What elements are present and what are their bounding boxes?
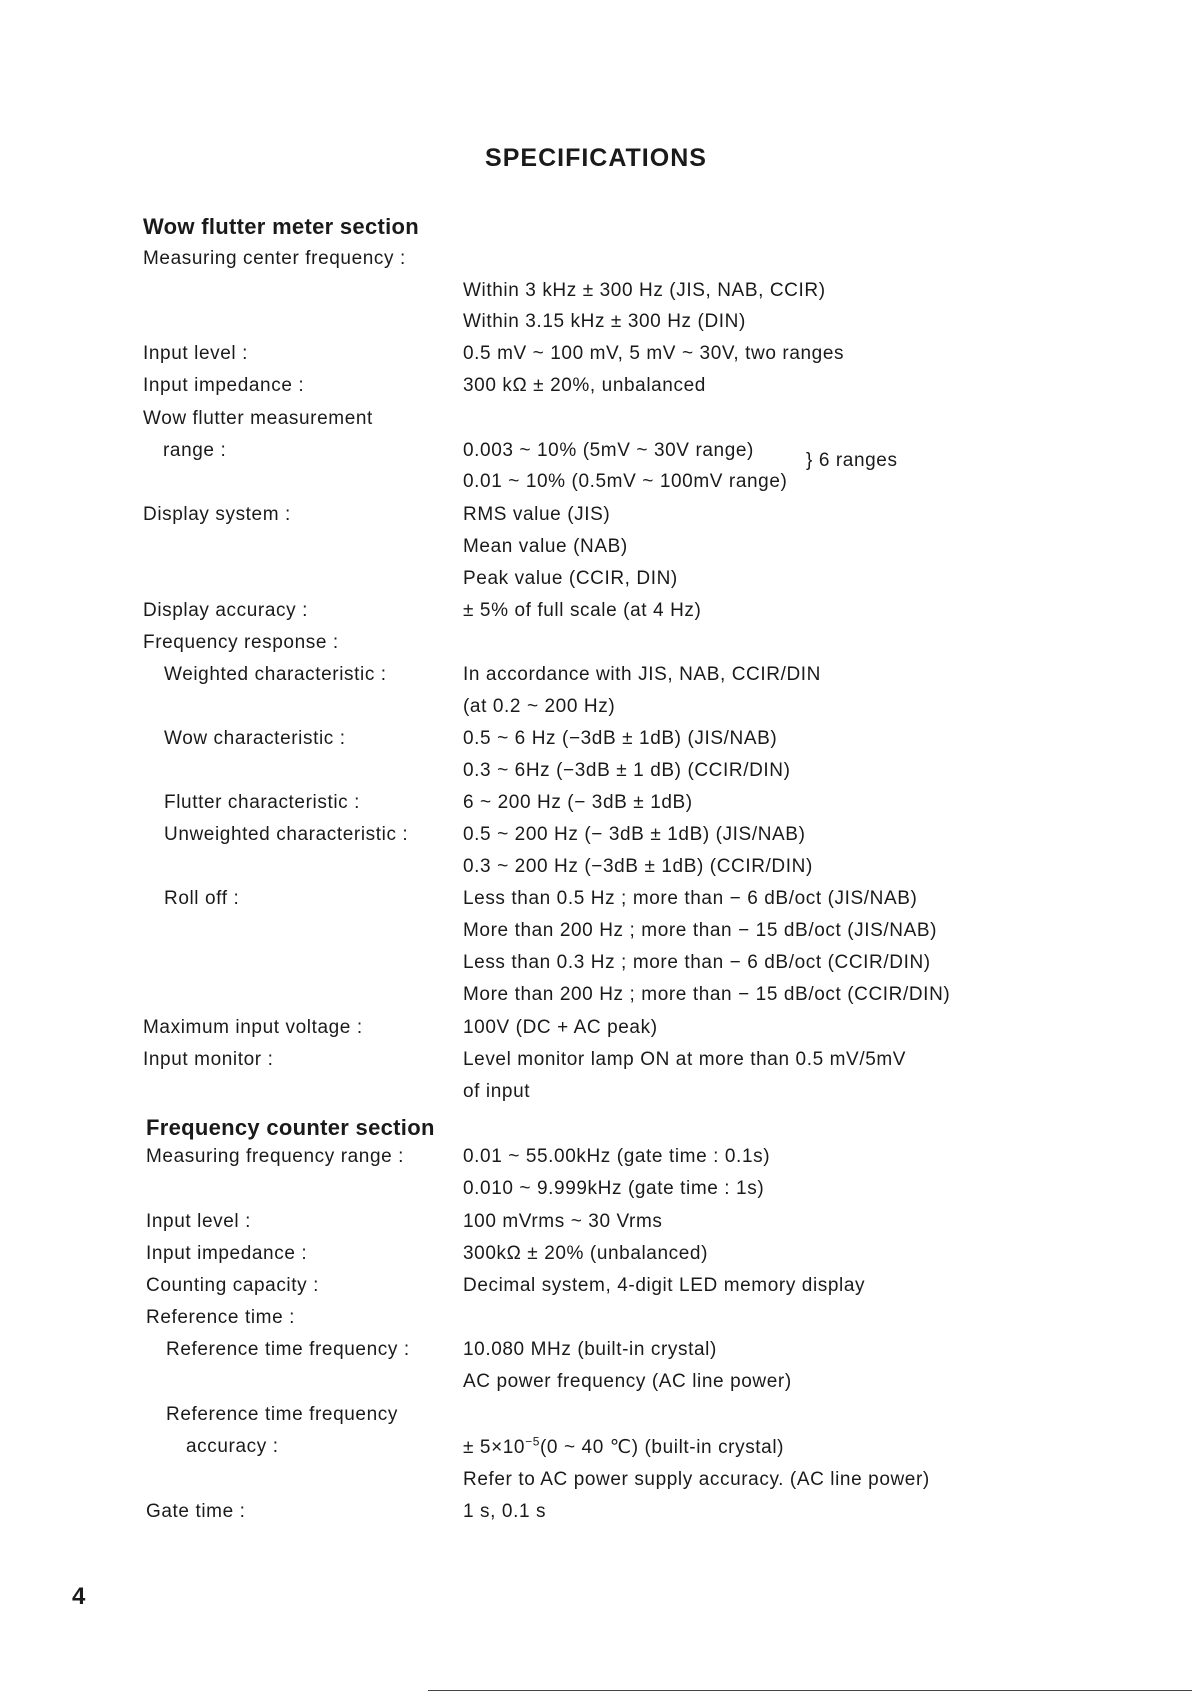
reference-accuracy-label-2: accuracy : xyxy=(186,1436,279,1457)
counter-input-impedance-label: Input impedance : xyxy=(146,1243,308,1264)
display-accuracy-label: Display accuracy : xyxy=(143,600,308,621)
input-level-value: 0.5 mV ~ 100 mV, 5 mV ~ 30V, two ranges xyxy=(463,343,845,364)
roll-off-label: Roll off : xyxy=(164,888,240,909)
roll-off-value-4: More than 200 Hz ; more than − 15 dB/oct (CCIR/DIN) xyxy=(463,984,951,1005)
measurement-range-label-2: range : xyxy=(163,440,227,461)
page-title: SPECIFICATIONS xyxy=(485,144,707,172)
measuring-center-frequency-value-1: Within 3 kHz ± 300 Hz (JIS, NAB, CCIR) xyxy=(463,280,826,301)
input-monitor-value-1: Level monitor lamp ON at more than 0.5 mV/5mV xyxy=(463,1049,907,1070)
bottom-rule xyxy=(428,1690,1192,1691)
display-system-value-1: RMS value (JIS) xyxy=(463,504,611,525)
weighted-characteristic-value-2: (at 0.2 ~ 200 Hz) xyxy=(463,696,616,717)
counter-input-level-label: Input level : xyxy=(146,1211,251,1232)
reference-accuracy-value-1 xyxy=(463,1436,784,1459)
display-system-value-3: Peak value (CCIR, DIN) xyxy=(463,568,678,589)
display-system-value-2: Mean value (NAB) xyxy=(463,536,628,557)
measurement-range-brace-note: } 6 ranges xyxy=(806,450,898,471)
frequency-response-label: Frequency response : xyxy=(143,632,339,653)
measuring-frequency-range-value-1: 0.01 ~ 55.00kHz (gate time : 0.1s) xyxy=(463,1146,771,1167)
max-input-voltage-value: 100V (DC + AC peak) xyxy=(463,1017,658,1038)
wow-characteristic-value-1: 0.5 ~ 6 Hz (−3dB ± 1dB) (JIS/NAB) xyxy=(463,728,778,749)
counting-capacity-label: Counting capacity : xyxy=(146,1275,319,1296)
reference-time-label: Reference time : xyxy=(146,1307,295,1328)
counting-capacity-value: Decimal system, 4-digit LED memory display xyxy=(463,1275,866,1296)
measuring-frequency-range-value-2: 0.010 ~ 9.999kHz (gate time : 1s) xyxy=(463,1178,765,1199)
unweighted-characteristic-value-1: 0.5 ~ 200 Hz (− 3dB ± 1dB) (JIS/NAB) xyxy=(463,824,806,845)
gate-time-label: Gate time : xyxy=(146,1501,246,1522)
input-impedance-value: 300 kΩ ± 20%, unbalanced xyxy=(463,375,706,396)
gate-time-value: 1 s, 0.1 s xyxy=(463,1501,547,1522)
roll-off-value-3: Less than 0.3 Hz ; more than − 6 dB/oct (CCIR/DIN) xyxy=(463,952,931,973)
counter-input-impedance-value: 300kΩ ± 20% (unbalanced) xyxy=(463,1243,709,1264)
unweighted-characteristic-value-2: 0.3 ~ 200 Hz (−3dB ± 1dB) (CCIR/DIN) xyxy=(463,856,813,877)
flutter-characteristic-value: 6 ~ 200 Hz (− 3dB ± 1dB) xyxy=(463,792,693,813)
input-level-label: Input level : xyxy=(143,343,248,364)
wow-characteristic-value-2: 0.3 ~ 6Hz (−3dB ± 1 dB) (CCIR/DIN) xyxy=(463,760,791,781)
reference-accuracy-exponent: −5 xyxy=(525,1434,540,1449)
measurement-range-label-1: Wow flutter measurement xyxy=(143,408,373,429)
display-system-label: Display system : xyxy=(143,504,291,525)
reference-time-frequency-value-1: 10.080 MHz (built-in crystal) xyxy=(463,1339,717,1360)
roll-off-value-1: Less than 0.5 Hz ; more than − 6 dB/oct (JIS/NAB) xyxy=(463,888,918,909)
reference-time-frequency-value-2: AC power frequency (AC line power) xyxy=(463,1371,792,1392)
roll-off-value-2: More than 200 Hz ; more than − 15 dB/oct (JIS/NAB) xyxy=(463,920,938,941)
measuring-frequency-range-label: Measuring frequency range : xyxy=(146,1146,405,1167)
flutter-characteristic-label: Flutter characteristic : xyxy=(164,792,361,813)
counter-input-level-value: 100 mVrms ~ 30 Vrms xyxy=(463,1211,663,1232)
input-impedance-label: Input impedance : xyxy=(143,375,305,396)
reference-accuracy-mantissa: ± 5×10 xyxy=(463,1437,526,1458)
page-number: 4 xyxy=(72,1583,86,1610)
measuring-center-frequency-value-2: Within 3.15 kHz ± 300 Hz (DIN) xyxy=(463,311,746,332)
reference-accuracy-value-2: Refer to AC power supply accuracy. (AC line power) xyxy=(463,1469,930,1490)
wow-flutter-section-heading: Wow flutter meter section xyxy=(143,214,420,239)
max-input-voltage-label: Maximum input voltage : xyxy=(143,1017,363,1038)
measurement-range-value-2: 0.01 ~ 10% (0.5mV ~ 100mV range) xyxy=(463,471,788,492)
reference-accuracy-condition: (0 ~ 40 ℃) (built-in crystal) xyxy=(540,1437,785,1458)
display-accuracy-value: ± 5% of full scale (at 4 Hz) xyxy=(463,600,702,621)
frequency-counter-section-heading: Frequency counter section xyxy=(146,1115,435,1140)
unweighted-characteristic-label: Unweighted characteristic : xyxy=(164,824,409,845)
input-monitor-value-2: of input xyxy=(463,1081,531,1102)
measurement-range-value-1: 0.003 ~ 10% (5mV ~ 30V range) xyxy=(463,440,754,461)
weighted-characteristic-value-1: In accordance with JIS, NAB, CCIR/DIN xyxy=(463,664,821,685)
reference-accuracy-label-1: Reference time frequency xyxy=(166,1404,398,1425)
weighted-characteristic-label: Weighted characteristic : xyxy=(164,664,387,685)
input-monitor-label: Input monitor : xyxy=(143,1049,274,1070)
measuring-center-frequency-label: Measuring center frequency : xyxy=(143,248,406,269)
wow-characteristic-label: Wow characteristic : xyxy=(164,728,346,749)
reference-time-frequency-label: Reference time frequency : xyxy=(166,1339,410,1360)
